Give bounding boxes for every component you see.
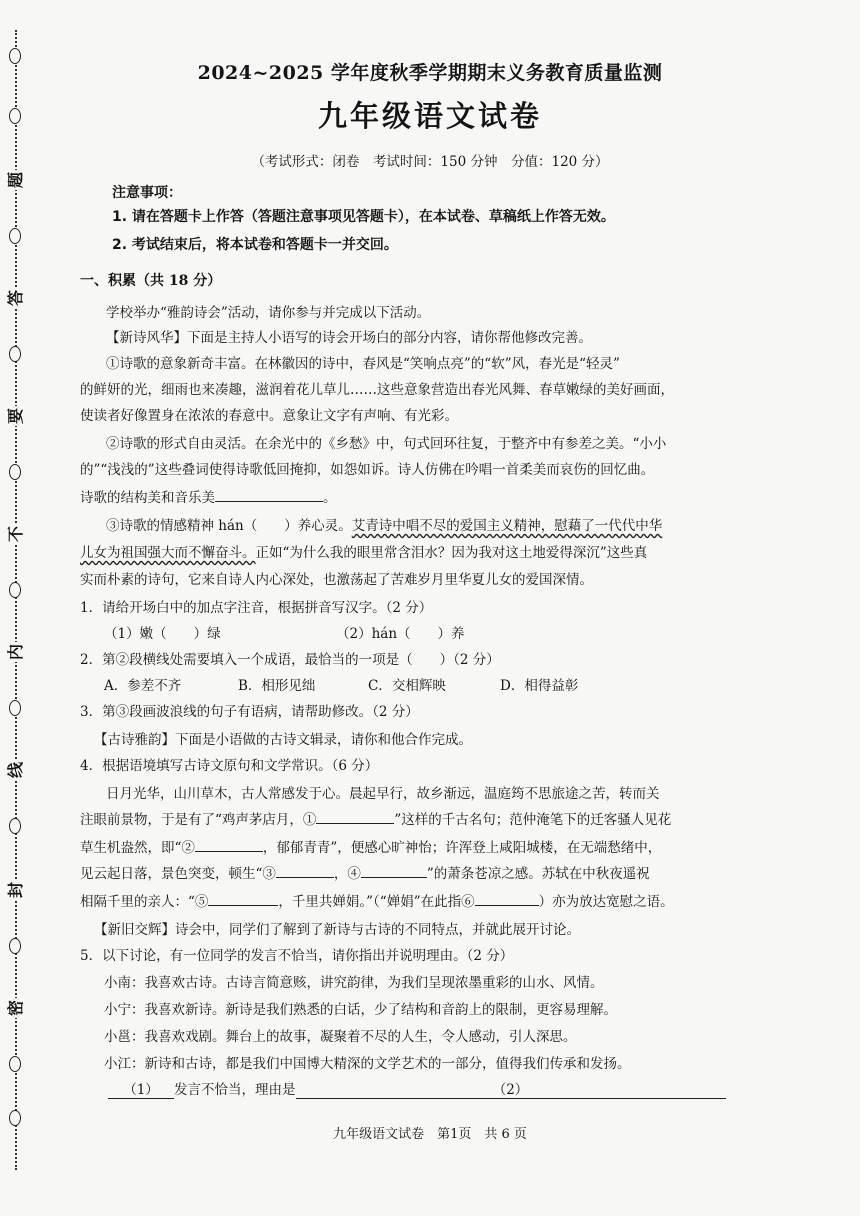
binding-ring <box>9 1056 21 1072</box>
paragraph-3-text: 正如“为什么我的眼里常含泪水？因为我对这土地爱得深沉”这些真 <box>255 545 648 561</box>
question-4-text-line <box>80 890 674 910</box>
answer-blank-1[interactable]: （1） <box>108 1078 174 1099</box>
question-4-text-line <box>80 862 650 882</box>
question-4-text: ”的萧条苍凉之感。苏轼在中秋夜遥祝 <box>426 866 650 882</box>
binding-ring <box>9 228 21 244</box>
exam-title: 2024~2025 学年度秋季学期期末义务教育质量监测 <box>197 62 663 84</box>
blank-3[interactable] <box>276 865 334 878</box>
question-4-text: 草生机盎然，即“② <box>80 840 195 856</box>
exam-subtitle: 九年级语文试卷 <box>317 99 542 133</box>
binding-char: 答 <box>6 290 25 307</box>
binding-char: 密 <box>6 1000 25 1017</box>
wavy-sentence: 儿女为祖国强大而不懈奋斗。 <box>80 545 256 561</box>
discussion-line: 小邕：我喜欢戏剧。舞台上的故事，凝聚着不尽的人生，令人感动，引人深思。 <box>104 1029 577 1045</box>
notice-heading: 注意事项： <box>112 185 182 201</box>
idiom-blank[interactable] <box>215 489 323 502</box>
paragraph-3-line: 实而朴素的诗句，它来自诗人内心深处，也激荡起了苦难岁月里华夏儿女的爱国深情。 <box>80 572 593 588</box>
discussion-line: 小宁：我喜欢新诗。新诗是我们熟悉的白话，少了结构和音韵上的限制，更容易理解。 <box>104 1002 617 1018</box>
question-1-part-2: （2）hán（ ）养 <box>336 626 465 642</box>
question-2: 2．第②段横线处需要填入一个成语，最恰当的一项是（ ）（2 分） <box>80 652 500 668</box>
paragraph-3-line <box>106 514 662 534</box>
question-4-text: 相隔千里的亲人：“⑤ <box>80 894 209 910</box>
paragraph-2-end: 。 <box>323 490 337 506</box>
discussion-line: 小南：我喜欢古诗。古诗言简意赅，讲究韵律，为我们呈现浓墨重彩的山水、风情。 <box>104 975 604 991</box>
section-heading: 一、积累（共 18 分） <box>80 273 222 289</box>
question-2-option-d: D．相得益彰 <box>500 678 579 694</box>
binding-ring <box>9 464 21 480</box>
exam-info: （考试形式：闭卷 考试时间：150 分钟 分值：120 分） <box>251 154 609 170</box>
paragraph-3-start: ③诗歌的情感精神 hán（ ）养心灵。 <box>106 518 352 534</box>
paragraph-2-line <box>80 486 337 506</box>
binding-char: 要 <box>6 408 25 425</box>
binding-ring <box>9 938 21 954</box>
question-4-text: ）亦为放达宽慰之语。 <box>538 894 674 910</box>
binding-ring <box>9 700 21 716</box>
binding-ring <box>9 582 21 598</box>
paragraph-2-line: ②诗歌的形式自由灵活。在余光中的《乡愁》中，句式回环往复，于整齐中有参差之美。“小小 <box>106 436 667 452</box>
binding-char: 内 <box>6 644 25 661</box>
paragraph-2-line: 的”“浅浅的”这些叠词使得诗歌低回掩抑，如怨如诉。诗人仿佛在吟唱一首柔美而哀伤的回忆曲。 <box>80 462 655 478</box>
question-4: 4．根据语境填写古诗文原句和文学常识。（6 分） <box>80 758 379 774</box>
paragraph-1-line: 使读者好像置身在浓浓的春意中。意象让文字有声响、有光彩。 <box>80 408 458 424</box>
task-ancient-poetry-intro: 【古诗雅韵】下面是小语做的古诗文辑录，请你和他合作完成。 <box>94 732 472 748</box>
binding-char: 题 <box>6 172 25 189</box>
wavy-sentence: 艾青诗中唱不尽的爱国主义精神，慰藉了一代代中华 <box>351 518 663 534</box>
binding-char: 封 <box>6 882 25 899</box>
question-3: 3．第③段画波浪线的句子有语病，请帮助修改。（2 分） <box>80 704 419 720</box>
question-2-option-b: B．相形见绌 <box>238 678 316 694</box>
binding-char: 不 <box>6 526 25 543</box>
question-4-text: ，④ <box>333 866 361 882</box>
question-1: 1．请给开场白中的加点字注音，根据拼音写汉字。（2 分） <box>80 600 433 616</box>
section-intro: 学校举办“雅韵诗会”活动，请你参与并完成以下活动。 <box>106 305 431 321</box>
question-5: 5．以下讨论，有一位同学的发言不恰当，请你指出并说明理由。（2 分） <box>80 948 514 964</box>
answer-text: 发言不恰当，理由是 <box>174 1082 296 1098</box>
question-4-text: ”这样的千古名句；范仲淹笔下的迁客骚人见花 <box>394 812 672 828</box>
question-4-text: ，郁郁青青”，便感心旷神怡；许浑登上咸阳城楼，在无端愁绪中， <box>262 840 662 856</box>
blank-5[interactable] <box>208 893 278 906</box>
question-4-text-line <box>80 808 671 828</box>
binding-ring <box>9 818 21 834</box>
paragraph-3-line <box>80 541 647 561</box>
blank-1[interactable] <box>316 811 394 824</box>
question-2-option-a: A．参差不齐 <box>104 678 182 694</box>
discussion-line: 小江：新诗和古诗，都是我们中国博大精深的文学艺术的一部分，值得我们传承和发扬。 <box>104 1056 631 1072</box>
blank-4[interactable] <box>361 865 427 878</box>
page-footer: 九年级语文试卷 第1页 共 6 页 <box>333 1127 527 1142</box>
question-4-text: 注眼前景物，于是有了“鸡声茅店月，① <box>80 812 317 828</box>
blank-6[interactable] <box>475 893 539 906</box>
paragraph-1-line: 的鲜妍的光，细雨也来凑趣，滋润着花儿草儿……这些意象营造出春光风舞、春草嫩绿的美好画面， <box>80 382 674 398</box>
notice-item-1: 1. 请在答题卡上作答（答题注意事项见答题卡），在本试卷、草稿纸上作答无效。 <box>112 209 615 225</box>
question-4-text: ，千里共婵娟。”（“婵娟”在此指⑥ <box>278 894 475 910</box>
paragraph-1-line: ①诗歌的意象新奇丰富。在林徽因的诗中，春风是“笑响点亮”的“软”风，春光是“轻灵” <box>106 356 620 372</box>
question-5-answer <box>108 1078 726 1099</box>
question-4-text: 见云起日落，景色突变，顿生“③ <box>80 866 276 882</box>
question-1-part-1: （1）嫩（ ）绿 <box>104 626 221 642</box>
notice-item-2: 2. 考试结束后，将本试卷和答题卡一并交回。 <box>112 237 398 253</box>
question-4-text-line: 日月光华，山川草木，古人常感发于心。晨起早行，故乡渐远，温庭筠不思旅途之苦，转而关 <box>106 786 660 802</box>
task-new-old-intro: 【新旧交辉】诗会中，同学们了解到了新诗与古诗的不同特点，并就此展开讨论。 <box>94 922 580 938</box>
binding-margin <box>6 30 26 1170</box>
question-2-option-c: C．交相辉映 <box>368 678 446 694</box>
paragraph-2-text: 诗歌的结构美和音乐美 <box>80 490 215 506</box>
blank-2[interactable] <box>195 839 263 852</box>
binding-char: 线 <box>6 762 25 779</box>
task-new-poetry-intro: 【新诗风华】下面是主持人小语写的诗会开场白的部分内容，请你帮他修改完善。 <box>106 330 592 346</box>
question-4-text-line <box>80 836 661 856</box>
binding-ring <box>9 346 21 362</box>
answer-blank-2[interactable]: （2） <box>296 1078 726 1099</box>
